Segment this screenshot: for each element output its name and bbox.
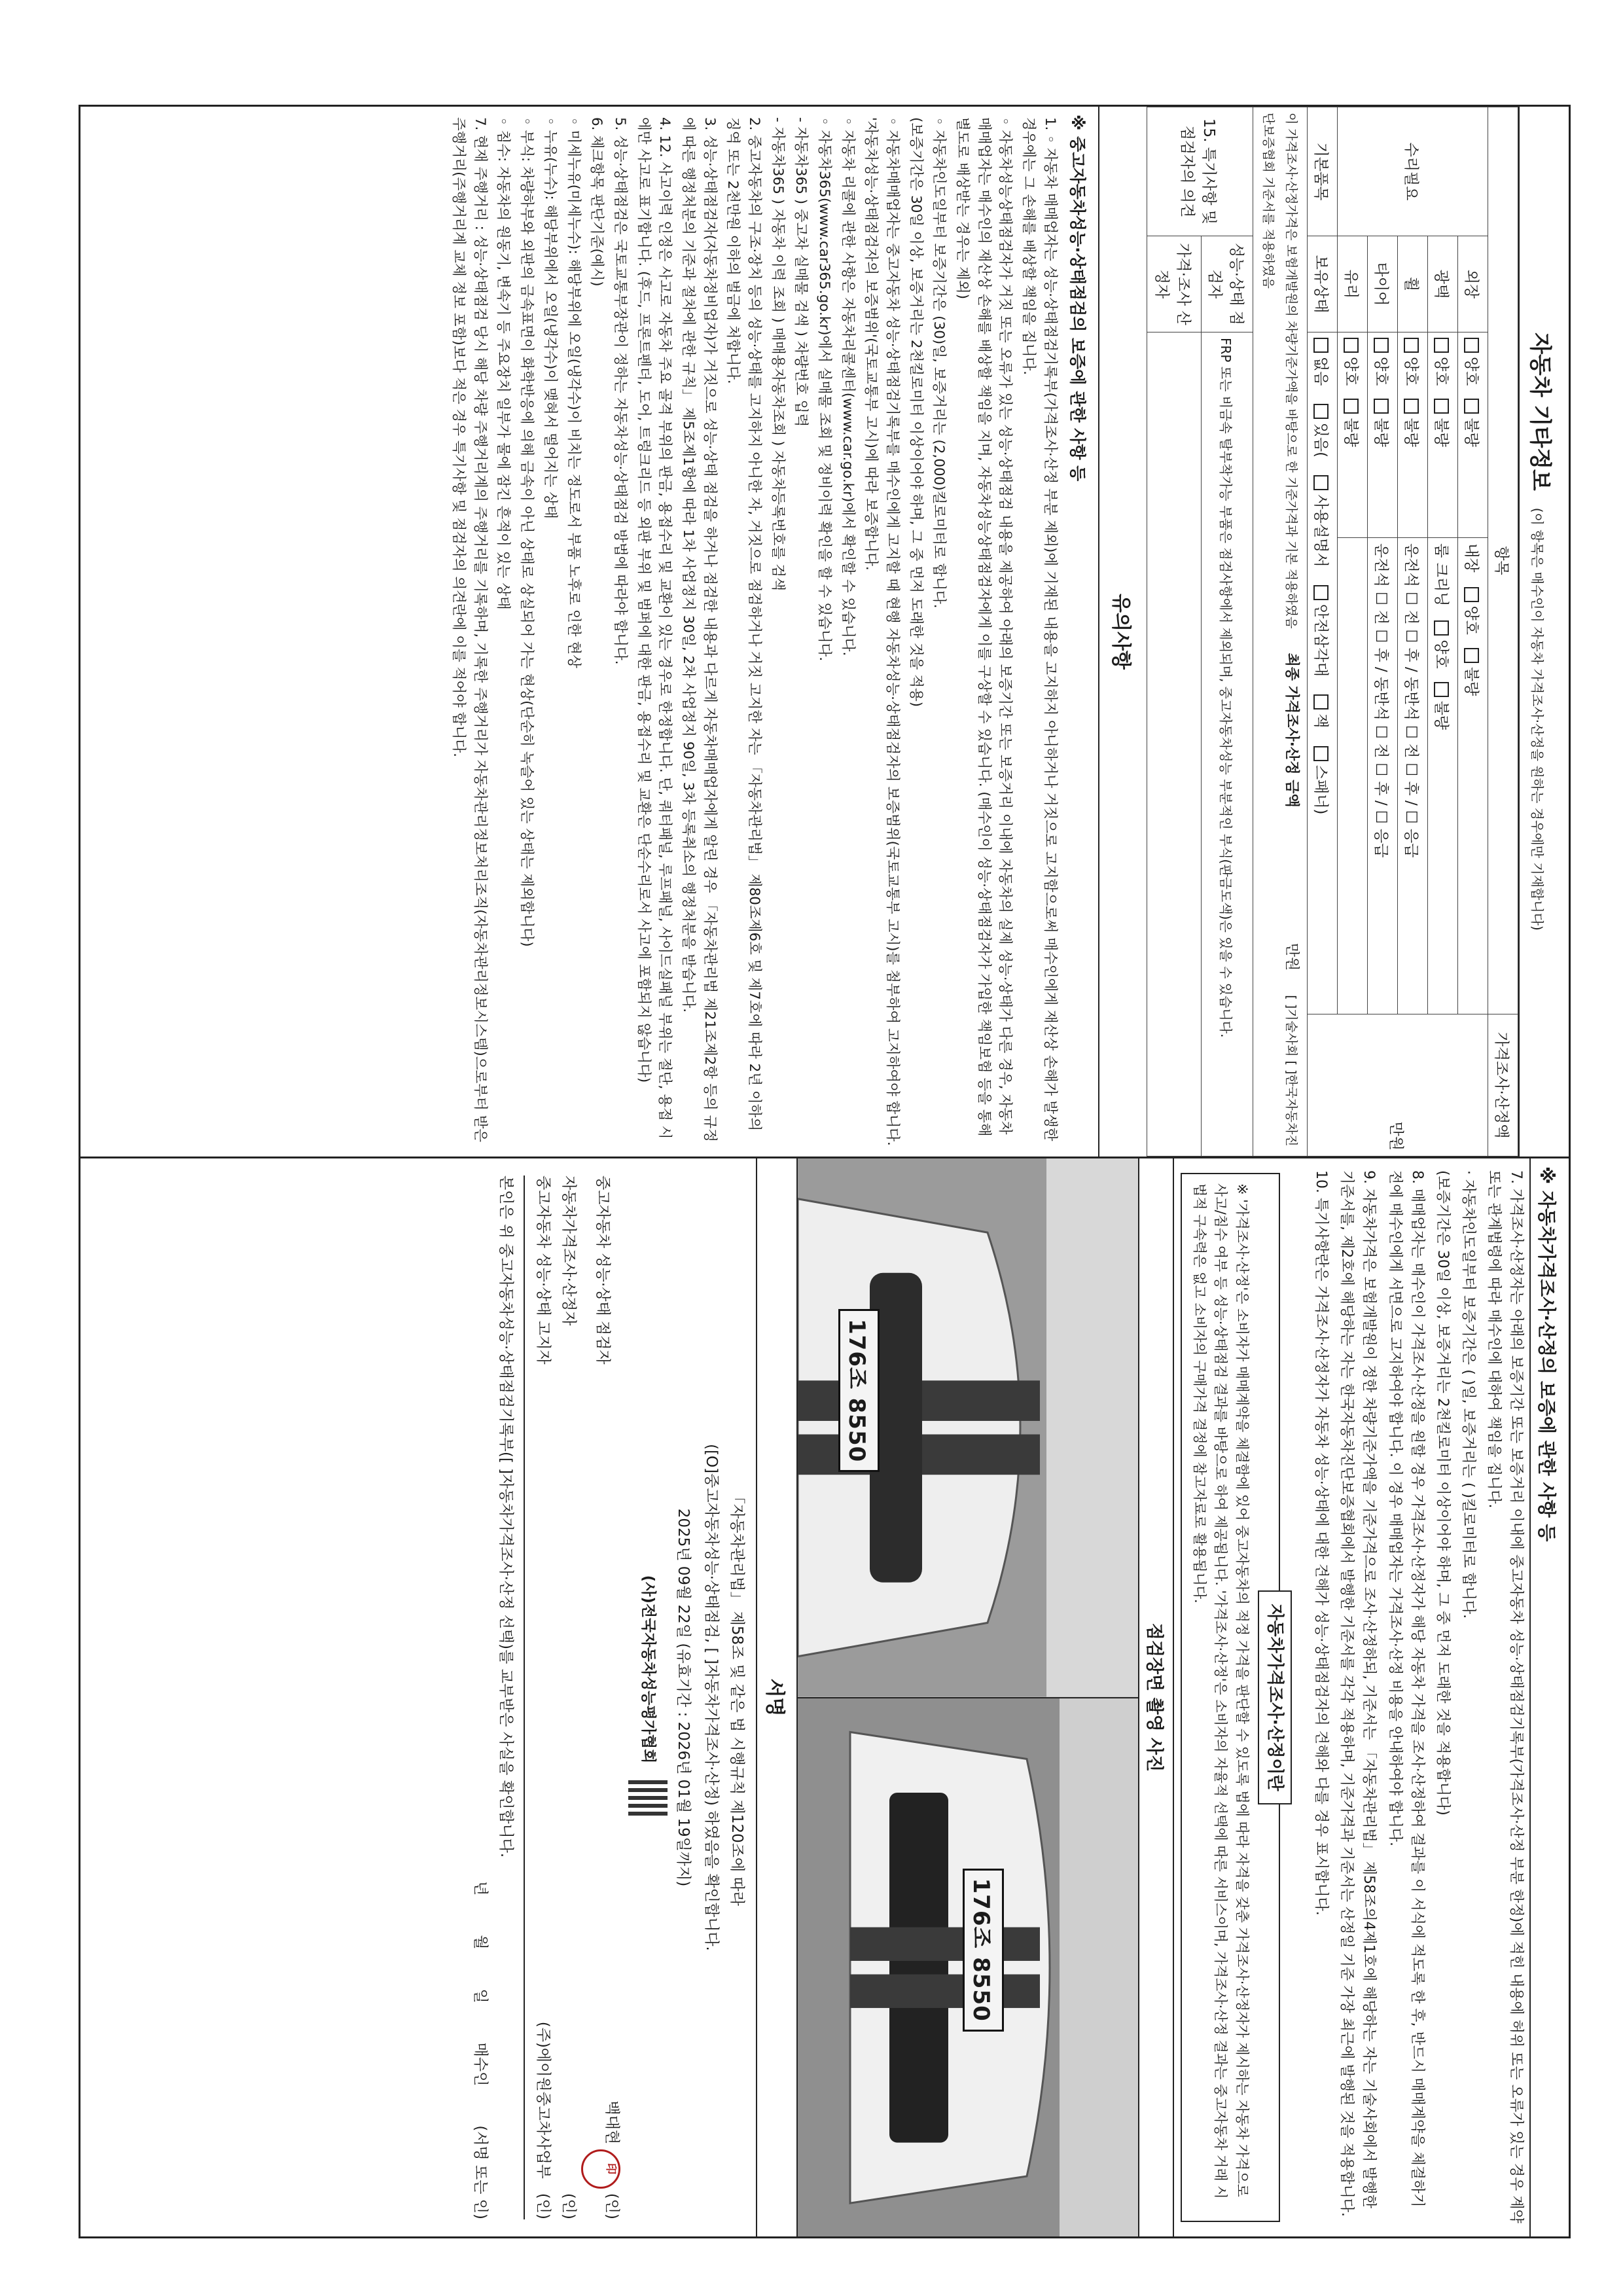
- price-unit: 만원: [1308, 1014, 1488, 1157]
- opt-label: 안전삼각대: [1312, 603, 1329, 677]
- insurance-item: (보증기간은 30일 이상, 보증거리는 2천킬로미터 이상이어야 하며, 그 중 먼저 도래한 것을 적용합니다): [1434, 1170, 1451, 1816]
- car-photo-rear: [798, 1697, 1138, 2237]
- checkbox[interactable]: [1313, 585, 1329, 600]
- opt-label: 양호: [1463, 605, 1480, 635]
- note-item: ◦ 자동차 리콜에 관한 사항은 자동차리콜센터(www.car.go.kr)에서 확인할 수 있습니다.: [839, 117, 856, 656]
- insurance-item: 10. 특기사항란은 가격조사·산정자가 자동차 성능·상태에 대한 견해가 성능·상태점검자의 견해와 다를 경우 표시합니다.: [1313, 1170, 1330, 1916]
- row-options-2: [1428, 538, 1458, 1014]
- org-line: [628, 1175, 668, 2219]
- qr-code-icon: [628, 1780, 668, 1820]
- signature-title: 서명: [756, 1158, 796, 2236]
- opt-label: 없음: [1312, 357, 1329, 386]
- opt-label: 스패너): [1312, 764, 1329, 815]
- note-item: ◦ 자동차매매업자는 중고자동차 성능·상태점검기록부를 매수인에게 고지할 때 현행 자동차성능·상태점검자의 보증범위(국토교통부 고시)를 첨부하여 고지하여야 합니다. '자동차성능·상태점검자의 보증범위'(국토교통부 고시)에 따라 보증합니다.: [863, 117, 901, 1146]
- final-unit: 만원: [1283, 942, 1300, 971]
- opt-label: 불량: [1463, 418, 1480, 447]
- inspection-photos: [796, 1158, 1138, 2236]
- opt-label: 양호: [1402, 357, 1419, 386]
- signer-seal: (인): [534, 2193, 552, 2219]
- info-title-note: (이 항목은 매수인이 자동차 가격조사·산정을 원하는 경우에만 기재합니다): [1529, 507, 1545, 931]
- opt-label: 양호: [1433, 639, 1450, 669]
- insurance-list: [1304, 1158, 1529, 2236]
- final-price-row: [1253, 107, 1307, 1157]
- checkbox[interactable]: [1313, 475, 1329, 490]
- opt-label: 불량: [1372, 418, 1389, 447]
- row-options: [1338, 332, 1368, 538]
- insurance-item: 7. 가격조사·산정자는 아래의 보증기간 또는 보증거리 이내에 중고자동차 성능·상태점검기록부(가격조사·산정 부분 한정)에 적힌 내용에 허위 또는 오류가 있는 경우 계약 또는 관계법령에 따라 매수인에 대하여 책임을 집니다.: [1485, 1170, 1524, 2223]
- row-options-2: 운전석 ☐ 전 ☐ 후 / 동반석 ☐ 전 ☐ 후 / ☐ 응급: [1398, 538, 1428, 1014]
- checkbox[interactable]: [1434, 682, 1449, 697]
- row-label: 광택: [1428, 236, 1458, 332]
- caution-section-title: ※ 중고자동차성능·상태점검의 보증에 관한 사항 등: [1067, 115, 1087, 482]
- special-label: 15. 특기사항 및 점검자의 의견: [1147, 107, 1253, 236]
- info-title-text: 자동차 기타정보: [1527, 332, 1553, 491]
- org-name: (사)전국자동차성능평가협회: [639, 1575, 657, 1764]
- row-label: 타이어: [1368, 236, 1398, 332]
- basic-sub: 보유상태: [1308, 236, 1338, 332]
- year-label: 년: [471, 1881, 489, 1896]
- price-info-box-text: ※ '가격조사·산정'은 소비자가 매매계약을 체결함에 있어 중고자동차의 적정 가격을 판단할 수 있도록 법에 따라 자격을 갖춘 가격조사·산정자가 제시하는 자동차 가격으로 사고/침수 여부 등 성능·상태점검 결과를 바탕으로 하여 제공됩니다. '가격조사·산정'은 소비자의 자율적 선택에 따른 서비스이며, 가격조사·산정 결과는 중고자동차 거래 시 법적 구속력은 없고 소비자의 구매가격 결정에 참고자료로 활용됩니다.: [1191, 1183, 1250, 2199]
- opt-label: 불량: [1433, 700, 1450, 730]
- checkbox[interactable]: [1464, 399, 1479, 414]
- row-options: [1428, 332, 1458, 538]
- checkbox[interactable]: [1374, 338, 1389, 353]
- info-title: [1518, 107, 1569, 1157]
- note-item: ◦ 미세누유(미세누수): 해당부위에 오일(냉각수)이 비치는 정도로서 부품 노후로 인한 현상: [565, 117, 582, 668]
- left-panel: [79, 105, 1571, 1158]
- note-item: 3. 성능·상태점검자(자동차정비업자)가 거짓으로 성능·상태 점검을 하거나 점검한 내용과 다르게 자동차매매업자에게 알린 경우 「자동차관리법 제21조제2항 등의 규정에 따른 행정처분의 기준과 절차에 관한 규칙」 제5조제1항에 따라 1차 사업정지 30일, 2차 사업정지 90일, 3차 등록취소의 행정처분을 받습니다.: [679, 117, 718, 1142]
- signer-row-2: [556, 1175, 581, 2219]
- checkbox[interactable]: [1434, 338, 1449, 353]
- checkbox[interactable]: [1313, 746, 1329, 761]
- rotated-document: [79, 105, 1571, 2238]
- row-label: 휠: [1398, 236, 1428, 332]
- empty-cell: [1338, 538, 1368, 1014]
- row-label: 외장: [1458, 236, 1488, 332]
- note-item: 1. ◦ 자동차 매매업자는 성능·상태점검기록부(가격조사·산정 부분 제외)에 기재된 내용을 고지하지 아니하거나 거짓으로 고지함으로써 매수인에게 재산상 손해가 발생한 경우에는 그 손해를 배상할 책임을 집니다.: [1020, 117, 1058, 1141]
- checkbox[interactable]: [1344, 338, 1359, 353]
- insurance-title: ※ 자동차가격조사·산정의 보증에 관한 사항 등: [1529, 1158, 1569, 2236]
- special-text2: [1147, 332, 1201, 1157]
- note-item: 5. 성능·상태점검은 국토교통부장관이 정하는 자동차성능·상태점검 방법에 따라야 합니다.: [611, 117, 628, 665]
- basic-options: [1308, 332, 1338, 1014]
- right-panel: [79, 1158, 1571, 2238]
- note-item: ◦ 자동차365(www.car365.go.kr)에서 실매물 조회 및 정비이력 확인을 할 수 있습니다.: [815, 117, 832, 662]
- checkbox[interactable]: [1313, 338, 1329, 353]
- signer-company: (주)에이원중고차사업부: [534, 2021, 552, 2179]
- car-photo-front: [798, 1158, 1138, 1697]
- note-item: - 자동차365 ) 자동차 이력 조회 ) 매매용자동차조회 ) 자동차등록번호를 검색: [769, 117, 786, 591]
- col-item: 항목: [1488, 107, 1518, 1014]
- special-sub1: 성능·상태 점검자: [1201, 236, 1253, 332]
- dealer-note: 이 가격조사·산정가격은 보험개발원의 차량기준가액을 바탕으로 한 기준가격과 기본 적용하였음: [1284, 113, 1298, 629]
- checkbox[interactable]: [1434, 399, 1449, 414]
- row-options: [1368, 332, 1398, 538]
- opt-label: 불량: [1402, 418, 1419, 447]
- row-options: [1398, 332, 1428, 538]
- insurance-item: 8. 매매업자는 매수인이 가격조사·산정을 원할 경우 가격조사·산정자가 해당 자동차 가격을 조사·산정하여 결과를 이 서식에 적도록 한 후, 반드시 매매계약을 체결하기 전에 매수인에게 서면으로 고지하여야 합니다. 이 경우 매매업자는 가격조사·산정 비용을 안내하여야 합니다.: [1386, 1170, 1425, 2208]
- col-price: 가격조사·산정액: [1488, 1014, 1518, 1157]
- day-label: 일: [471, 1988, 489, 2003]
- signer-seal: (인): [560, 2193, 577, 2219]
- note-item: 4. 12. 사고이력 인정은 사고로 자동차 주요 골격 부위의 판금, 용접수리 및 교환이 있는 경우로 한정합니다. 단, 쿼터패널, 루프패널, 사이드실패널 부위는 절단, 용접 시에만 사고로 표기합니다. (후드, 프론트펜더, 도어, 트렁크리드 등 외판 부위 및 범퍼에 대한 판금, 용접수리 및 교환은 단순수리로서 사고에 포함되지 않습니다): [635, 117, 673, 1139]
- basic-label: 기본품목: [1308, 107, 1338, 236]
- signer-name: 백대현: [603, 2100, 620, 2145]
- opt-label: 불량: [1433, 418, 1450, 447]
- note-item: ◦ 자동차성능상태점검자가 거짓 또는 오류가 있는 성능·상태점검 내용을 제공하여 아래의 보증기간 또는 보증거리 이내에 자동차의 실제 성능·상태가 다른 경우, 자동차매매업자는 매수인의 재산상 손해를 배상할 책임을 지며, 자동차성능상태점검자에게 이를 구상할 수 있습니다. (매수인이 성능·상태점검자가 가입한 책임보험 등을 통해 별도로 배상받는 경우는 제외): [954, 117, 1014, 1137]
- month-label: 월: [471, 1935, 489, 1950]
- sign-statement: 「자동차관리법」 제58조 및 같은 법 시행규칙 제120조에 따라: [728, 1489, 746, 1906]
- row-label-2: 룸 크리닝: [1433, 543, 1450, 607]
- note-item: 2. 중고자동차의 구조·장치 등의 성능·상태를 고지하지 아니한 자, 거짓으로 점검하거나 거짓 고지한 자는 「자동차관리법」 제80조제6호 및 제7호에 따라 2년 이하의 징역 또는 2천만원 이하의 벌금에 처합니다.: [724, 117, 762, 1132]
- note-item: (보증기간은 30일 이상, 보증거리는 2천킬로미터 이상이어야 하며, 그 중 먼저 도래한 것을 적용): [907, 117, 924, 708]
- repair-label: 수리필요: [1338, 107, 1488, 236]
- opt-label: 양호: [1372, 357, 1389, 386]
- signer-role: 중고자동차 성능·상태 점검자: [594, 1175, 612, 1365]
- info-table: [1147, 107, 1518, 1157]
- checkbox[interactable]: [1344, 399, 1359, 414]
- row-label: 유리: [1338, 236, 1368, 332]
- row-options: [1458, 332, 1488, 538]
- opt-label: 있음(: [1312, 422, 1329, 458]
- signer-role: 중고자동차 성능·상태 고지자: [534, 1175, 552, 1365]
- opt-label: 불량: [1463, 666, 1480, 696]
- final-detail: [ ]기술사회 [ ]한국자동차진단보증협회 기준서를 적용하였음: [1260, 113, 1298, 1147]
- sign-statement2: ([O]중고자동차성능·상태점검, [ ]자동차가격조사·산정) 하였음을 확인합니다.: [703, 1444, 721, 1951]
- row-options-2: [1458, 538, 1488, 1014]
- checkbox[interactable]: [1313, 404, 1329, 419]
- buyer-sign[interactable]: (서명 또는 인): [471, 2125, 489, 2219]
- insurance-item: 9. 자동차가격은 보험개발원이 정한 차량기준가액을 기준가격으로 조사·산정하되, 기준서는 「자동차관리법」 제58조의4제1호에 해당하는 자는 기술사회에서 발행한 기준서를, 제2호에 해당하는 자는 한국자동차진단보증협회에서 발행한 기준서를 각각 적용하며, 기준가격과 기준서는 산정일 기준 가장 최근에 발행된 것을 적용합니다.: [1338, 1170, 1378, 2217]
- photos-title: 점검장면 촬영 사진: [1138, 1158, 1174, 2236]
- checkbox[interactable]: [1374, 399, 1389, 414]
- buyer-consent: 본인은 위 중고자동차성능·상태점검기록부([ ]자동차가격조사·산정 선택)를 교부받은 사실을 확인합니다.: [493, 1175, 525, 2219]
- note-item: ◦ 누유(누수): 해당부위에서 오일(냉각수)이 맺혀서 떨어지는 상태: [541, 117, 558, 519]
- signer-seal: (인): [603, 2193, 620, 2219]
- note-item: 7. 현재 주행거리 : 성능·상태점검 당시 해당 차량 주행거리계의 주행거리를 기록하며, 기록한 주행거리가 자동차관리정보처리조직(자동차관리정보시스템)으로부터 받은 주행거리(주행거리계 교체 정보 포함)보다 적은 경우 특기사항 및 점검자의 의견란에 이를 적어야 합니다.: [450, 117, 488, 1143]
- signature-block: [461, 1158, 757, 2236]
- opt-label: 양호: [1342, 357, 1359, 386]
- opt-label: 불량: [1342, 418, 1359, 447]
- checkbox[interactable]: [1404, 399, 1419, 414]
- caution-title: 유의사항: [1098, 107, 1147, 1157]
- special-sub2: 가격·조사 산정자: [1147, 236, 1201, 332]
- sign-date: 2025년 09월 22일 (유효기간 : 2026년 01월 19일까지): [675, 1508, 692, 1887]
- price-info-box: [1181, 1173, 1285, 2222]
- checkbox[interactable]: [1464, 338, 1479, 353]
- stamp-seal-icon: 印: [581, 2149, 620, 2189]
- price-info-box-title: 자동차가격조사·산정이란: [1258, 1590, 1292, 1804]
- opt-label: 양호: [1433, 357, 1450, 386]
- license-plate: 176조 8550: [838, 1309, 880, 1472]
- final-label: 최종 가격조사·산정 금액: [1283, 653, 1300, 808]
- note-item: - 자동차365 ) 중고차 실매물 검색 ) 차량번호 입력: [793, 117, 810, 427]
- checkbox[interactable]: [1464, 648, 1479, 663]
- opt-label: 양호: [1463, 357, 1480, 386]
- opt-label: 잭: [1312, 713, 1329, 728]
- row-options-2: 운전석 ☐ 전 ☐ 후 / 동반석 ☐ 전 ☐ 후 / ☐ 응급: [1368, 538, 1398, 1014]
- license-plate: 176조 8550: [963, 1869, 1004, 2032]
- insurance-item: · 자동차인도일부터 보증기간은 ( )일, 보증거리는 ( )킬로미터로 합니다.: [1459, 1170, 1476, 1619]
- signer-role: 자동차가격조사·산정자: [560, 1175, 577, 1326]
- checkbox[interactable]: [1464, 587, 1479, 602]
- buyer-label: 매수인: [471, 2042, 489, 2087]
- note-item: ◦ 부식: 차량하부와 외판의 금속표면이 화학반응에 의해 금속이 아닌 상태로 상실되어 가는 현상(단순히 녹슬어 있는 상태는 제외합니다): [518, 117, 535, 947]
- checkbox[interactable]: [1434, 620, 1449, 636]
- signer-row-3: [530, 1175, 556, 2219]
- buyer-row: [467, 1175, 493, 2219]
- special-text1: FRP 또는 비금속 탈부착가능 부품은 점검사항에서 제외되며, 중고자동차성능 부분적인 부식(판금도색)은 있을 수 있습니다.: [1201, 332, 1253, 1157]
- row-label-2: 내장: [1463, 543, 1480, 573]
- checkbox[interactable]: [1313, 694, 1329, 709]
- signer-row-1: [581, 1175, 624, 2219]
- note-item: ◦ 침수: 자동차의 원동기, 변속기 등 주요장치 일부가 물에 잠긴 흔적이 있는 상태: [495, 117, 512, 610]
- note-item: 6. 체크항목 판단기준(예시): [588, 117, 605, 287]
- note-item: ◦ 자동차인도일부터 보증기간은 (30)일, 보증거리는 (2,000)킬로미터로 합니다.: [931, 117, 948, 609]
- checkbox[interactable]: [1404, 338, 1419, 353]
- caution-notes: [442, 107, 1062, 1157]
- opt-label: 사용설명서: [1312, 494, 1329, 567]
